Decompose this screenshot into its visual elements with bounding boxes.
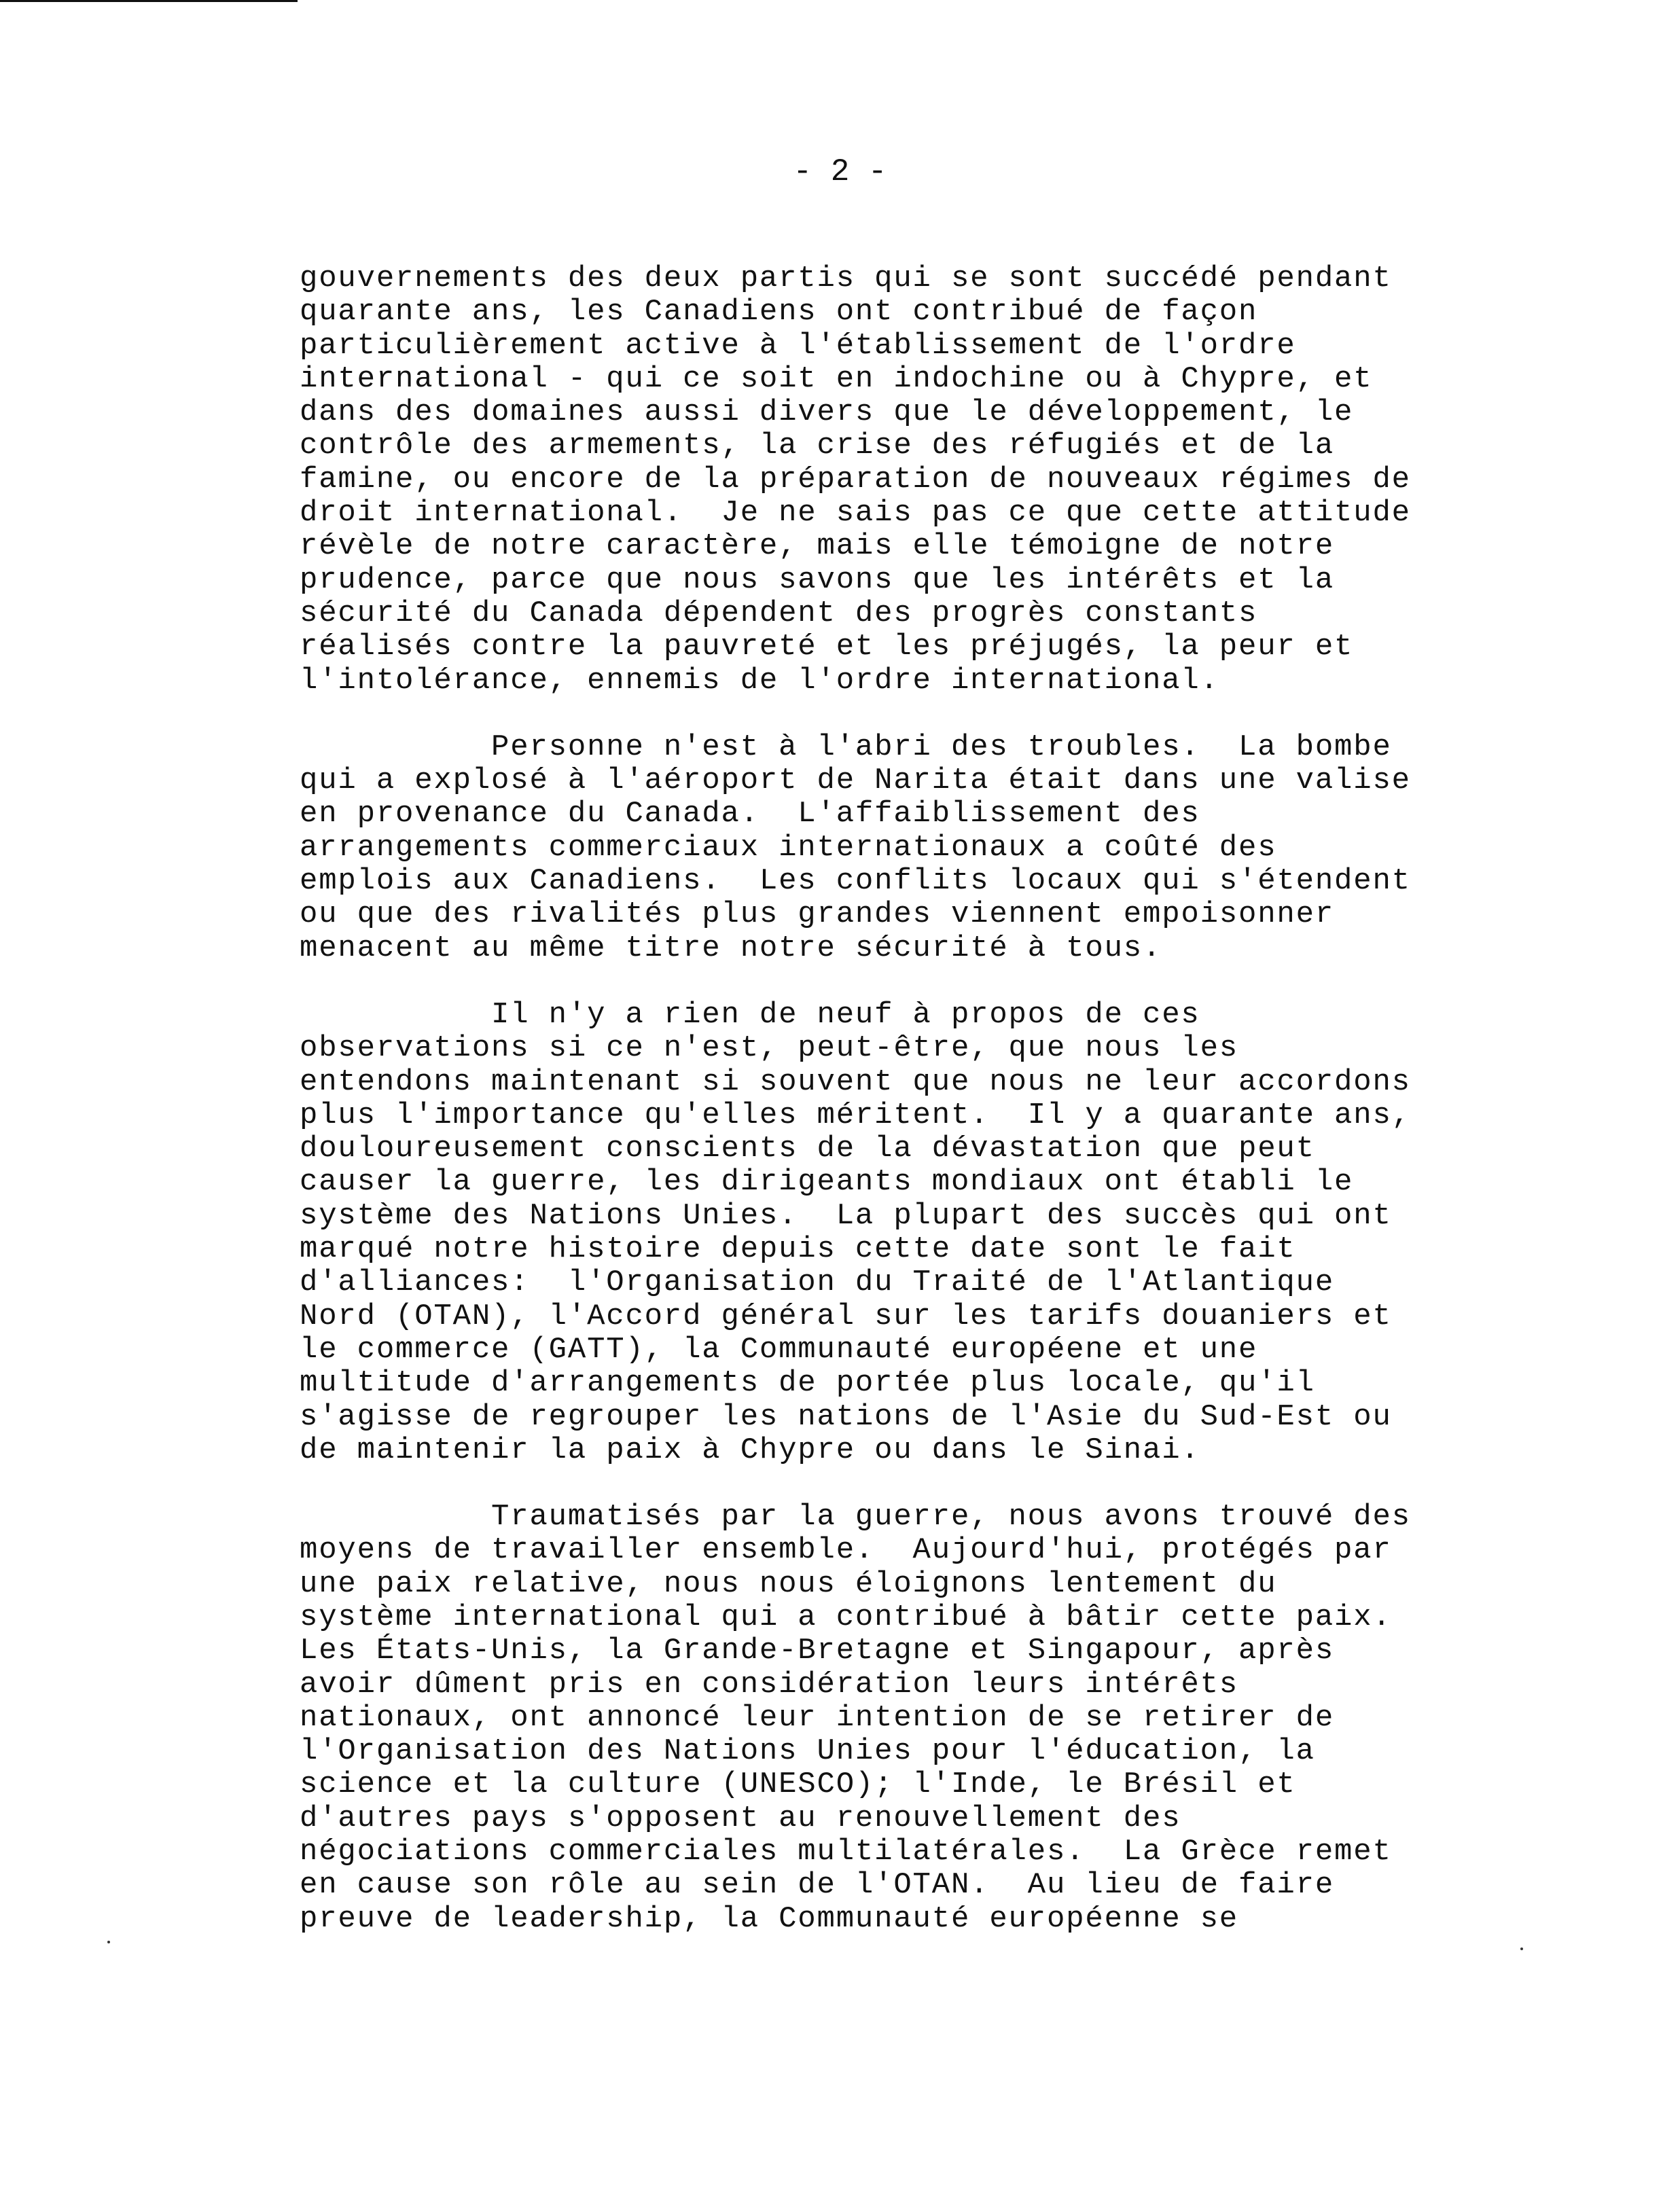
paragraph [300, 262, 1590, 698]
text-line: ou que des rivalités plus grandes viennent empoisonner [300, 897, 1335, 932]
text-line: Personne n'est à l'abri des troubles. La bombe [300, 730, 1392, 764]
text-line: avoir dûment pris en considération leurs intérêts [300, 1667, 1239, 1702]
text-line: multitude d'arrangements de portée plus locale, qu'il [300, 1366, 1315, 1401]
text-line: système international qui a contribué à bâtir cette paix. [300, 1600, 1392, 1634]
text-line: quarante ans, les Canadiens ont contribué de façon [300, 295, 1258, 329]
text-line: particulièrement active à l'établissement de l'ordre [300, 328, 1296, 363]
text-line: plus l'importance qu'elles méritent. Il y a quarante ans, [300, 1098, 1411, 1132]
text-line: Les États-Unis, la Grande-Bretagne et Singapour, après [300, 1634, 1335, 1668]
text-line: gouvernements des deux partis qui se sont succédé pendant [300, 262, 1392, 295]
text-line: entendons maintenant si souvent que nous ne leur accordons [300, 1064, 1411, 1099]
text-line: système des Nations Unies. La plupart des succès qui ont [300, 1198, 1392, 1233]
text-line: arrangements commerciaux internationaux a coûté des [300, 830, 1277, 865]
top-rule [0, 0, 298, 2]
page-number: - 2 - [793, 154, 887, 190]
text-line: de maintenir la paix à Chypre ou dans le Sinai. [300, 1433, 1200, 1467]
text-line: le commerce (GATT), la Communauté européene et une [300, 1332, 1258, 1367]
text-line: d'autres pays s'opposent au renouvellement des [300, 1801, 1181, 1835]
text-line: négociations commerciales multilatérales. La Grèce remet [300, 1835, 1392, 1869]
text-line: menacent au même titre notre sécurité à tous. [300, 931, 1162, 965]
text-line: emplois aux Canadiens. Les conflits locaux qui s'étendent [300, 864, 1411, 899]
text-line: preuve de leadership, la Communauté européenne se [300, 1901, 1239, 1936]
text-line: une paix relative, nous nous éloignons lentement du [300, 1566, 1277, 1601]
text-line: moyens de travailler ensemble. Aujourd'hui, protégés par [300, 1533, 1392, 1568]
text-line: contrôle des armements, la crise des réfugiés et de la [300, 429, 1335, 463]
text-line: douloureusement conscients de la dévastation que peut [300, 1132, 1315, 1166]
text-line: l'Organisation des Nations Unies pour l'éducation, la [300, 1734, 1315, 1769]
text-line: en cause son rôle au sein de l'OTAN. Au lieu de faire [300, 1868, 1335, 1903]
text-line: dans des domaines aussi divers que le développement, le [300, 395, 1354, 430]
text-line: révèle de notre caractère, mais elle témoigne de notre [300, 529, 1335, 564]
scan-speck [107, 1941, 110, 1943]
paragraph [300, 1501, 1590, 1936]
body-text [300, 262, 1590, 1969]
text-line: international - qui ce soit en indochine ou à Chypre, et [300, 361, 1373, 396]
text-line: d'alliances: l'Organisation du Traité de l'Atlantique [300, 1265, 1335, 1300]
text-line: observations si ce n'est, peut-être, que nous les [300, 1031, 1239, 1066]
text-line: l'intolérance, ennemis de l'ordre international. [300, 663, 1219, 698]
text-line: s'agisse de regrouper les nations de l'Asie du Sud-Est ou [300, 1399, 1392, 1434]
text-line: droit international. Je ne sais pas ce que cette attitude [300, 496, 1411, 531]
text-line: prudence, parce que nous savons que les intérêts et la [300, 562, 1335, 597]
scan-speck [1520, 1947, 1523, 1950]
text-line: Traumatisés par la guerre, nous avons trouvé des [300, 1500, 1411, 1534]
text-line: Il n'y a rien de neuf à propos de ces [300, 997, 1200, 1032]
text-line: Nord (OTAN), l'Accord général sur les tarifs douaniers et [300, 1299, 1392, 1333]
text-line: qui a explosé à l'aéroport de Narita était dans une valise [300, 764, 1411, 798]
text-line: nationaux, ont annoncé leur intention de se retirer de [300, 1700, 1335, 1735]
text-line: marqué notre histoire depuis cette date sont le fait [300, 1232, 1296, 1267]
paragraph [300, 999, 1590, 1467]
text-line: réalisés contre la pauvreté et les préjugés, la peur et [300, 630, 1354, 664]
text-line: science et la culture (UNESCO); l'Inde, le Brésil et [300, 1767, 1296, 1802]
text-line: famine, ou encore de la préparation de nouveaux régimes de [300, 462, 1411, 497]
text-line: en provenance du Canada. L'affaiblissement des [300, 797, 1200, 831]
text-line: sécurité du Canada dépendent des progrès constants [300, 596, 1258, 630]
paragraph [300, 731, 1590, 965]
text-line: causer la guerre, les dirigeants mondiaux ont établi le [300, 1165, 1354, 1200]
